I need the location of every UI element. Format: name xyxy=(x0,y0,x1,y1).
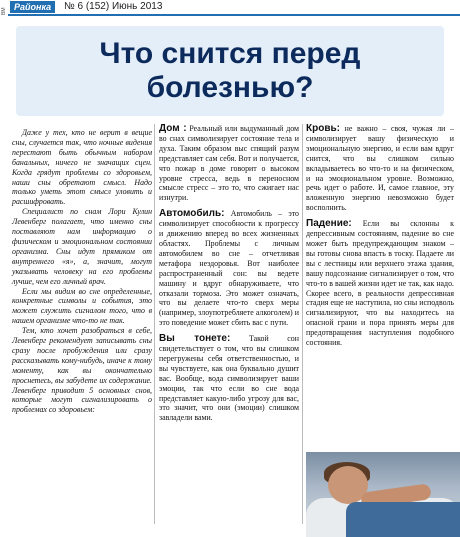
middle-column xyxy=(159,124,299,423)
title-line-1: Что снится перед xyxy=(99,37,361,70)
intro-paragraph: Тем, кто хочет разобраться в себе, Левенберг рекомендует записывать сны сразу после пробуждения или сразу рассказывать кому-нибудь, иначе к тому моменту, как вы окончательно проснетесь, вы забудете их содержание. Левенберг приводит 5 основных снов, которые могут сигнализировать о проблемах со здоровьем: xyxy=(12,326,152,415)
intro-paragraph: Специалист по снам Лори Кулин Левенберг полагает, что именно сны поставляют нам информацию о физическом и эмоциональном состоянии организма. Сны идут прямиком от внутреннего «я», а, значит, могут указывать человеку на его проблемы лучше, чем его личный врач. xyxy=(12,207,152,286)
column-divider xyxy=(154,124,155,524)
intro-column xyxy=(12,128,152,415)
newspaper-brand: Районка xyxy=(10,1,55,13)
section-heading: Падение: xyxy=(306,218,352,230)
sleeping-person-photo xyxy=(306,452,460,537)
title-box xyxy=(16,26,444,116)
column-divider xyxy=(302,124,303,524)
title-line-2: болезнью? xyxy=(146,71,314,104)
section-text: Автомобиль – это символизирует способности к прогрессу и движению вперед во всех жизненных областях. Проблемы с личным автомобилем во сне – отчетливая метафора неэдоровья. Вот наиболее распространенный сон: вы ведете машину и вдруг обнаруживаете, что отказали тормоза. Это может означать, что вы делаете что-то сверх меры (например, злоупотребляете алкоголем) и это поведение может сбить вас с пути. xyxy=(159,209,299,328)
section-text: Реальный или выдуманный дом во снах символизирует состояние тела и духа. Таким образом выс спящий разум представляет сам себя. Вот и получается, что пожар в доме говорит о высоком уровне стресса, ведь в переносном смысле стресс – это то, что сжигает нас изнутри. xyxy=(159,124,299,203)
intro-paragraph: Если мы видим во сне определенные, конкретные символы и события, это может служить сигналом того, что в нашем организме что-то не так. xyxy=(12,286,152,326)
side-label: ВМ xyxy=(1,7,7,15)
section-drowning xyxy=(159,334,299,423)
section-heading: Дом : xyxy=(159,123,187,134)
section-car xyxy=(159,209,299,328)
right-column xyxy=(306,124,454,348)
section-heading: Вы тонете: xyxy=(159,333,231,345)
intro-paragraph: Даже у тех, кто не верит в вещие сны, случается так, что ночные видения перестают быть обычным набором банальных, ничего не значащих сцен. Когда грядут проблемы со здоровьем, наши сны обретают смысл. Надо только уметь этот смысл уловить и расшифровать. xyxy=(12,128,152,207)
section-house xyxy=(159,124,299,203)
section-text: не важно – своя, чужая ли – символизирует вашу физическую и эмоциональную энергию, и если вам вдруг снится, что вы слишком сильно вкладываетесь во что-то и на физическом, и на эмоциональном уровне. Возможно, речь идет о работе. И, самое главное, эту вложенную энергию невозможно будет восполнить. xyxy=(306,124,454,213)
section-text: Такой сон свидетельствует о том, что вы слишком перегружены себя ответственностью, и вы чувствуете, как она буквально душит вас. Вообще, вода символизирует ваши эмоции, так что если во сне вода представляет какую-либо угрозу для вас, это значит, что они (эмоции) слишком завладели вами. xyxy=(159,334,299,423)
section-blood xyxy=(306,124,454,213)
header-rule xyxy=(8,14,460,16)
blanket-shape xyxy=(346,502,460,537)
issue-info: № 6 (152) Июнь 2013 xyxy=(64,1,163,12)
section-heading: Автомобиль: xyxy=(159,208,225,220)
section-heading: Кровь: xyxy=(306,123,340,134)
article-title xyxy=(100,37,361,105)
section-falling xyxy=(306,219,454,348)
section-text: Если вы склонны к депрессивным состояниям, падение во сне может быть предупреждающим знаком – вы готовы снова впасть в тоску. Падаете ли вы с лестницы или верхнего этажа здания, вашу подсознание сигнализирует о том, что что-то в вашей жизни идет не так, как надо. Скорее всего, в реальности депрессивная стадия еще не наступила, но сны исподволь сигнализируют, что вы находитесь на опасной грани и пора принять меры для предотвращения наступления подобного состояния. xyxy=(306,219,454,348)
